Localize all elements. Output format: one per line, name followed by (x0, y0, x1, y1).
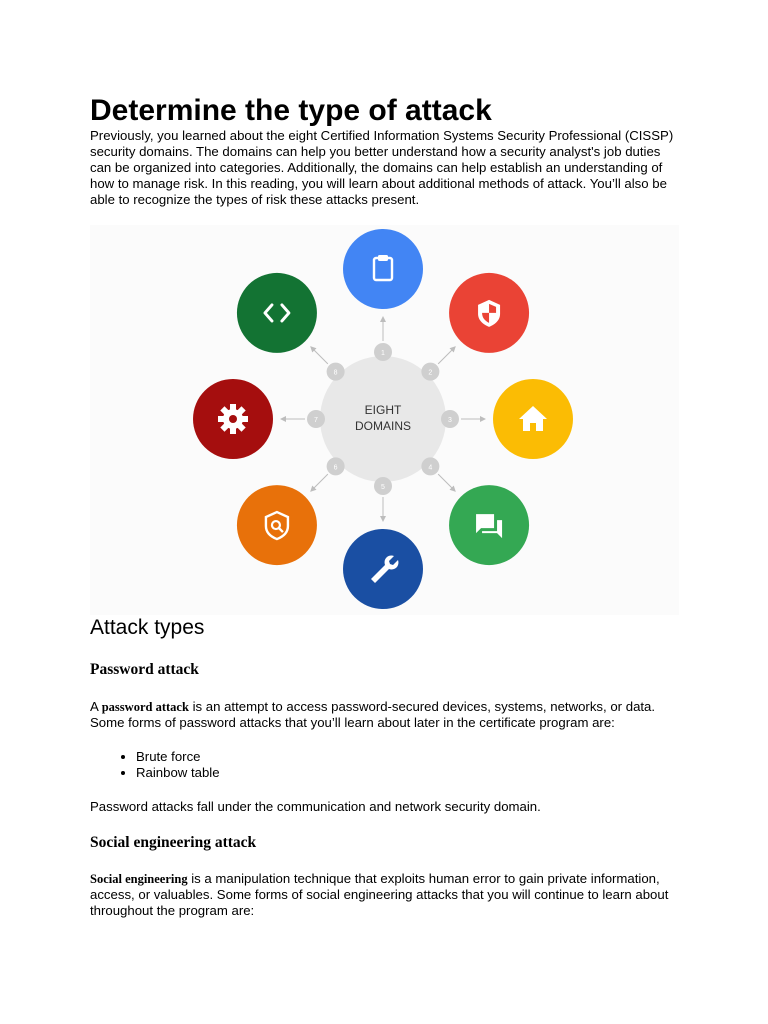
list-item: • Brute force (136, 749, 690, 765)
domain-number-label: 6 (333, 464, 338, 472)
domain-number-label: 5 (381, 484, 385, 491)
page-title: Determine the type of attack (90, 94, 492, 127)
gear-icon (218, 404, 248, 434)
password-prefix: A (90, 699, 102, 714)
connector-arrow (311, 347, 328, 364)
domain-number-label: 3 (448, 417, 452, 424)
social-engineering-term: Social engineering (90, 872, 188, 886)
center-label-line2: DOMAINS (354, 419, 412, 433)
password-closing: Password attacks fall under the communication and network security domain. (90, 799, 541, 814)
password-attack-paragraph (90, 699, 690, 731)
connector-arrow (438, 347, 455, 364)
document-body (90, 94, 680, 208)
list-item: • Rainbow table (136, 765, 690, 781)
domain-number-label: 2 (428, 369, 433, 377)
social-engineering-text: is a manipulation technique that exploits human error to gain private information, access, or valuables. Some forms of social engineering attacks that you will continue to learn about throughout the program are: (90, 871, 669, 918)
eight-domains-diagram (90, 225, 679, 615)
password-attack-list (90, 749, 690, 781)
attack-types-heading: Attack types (90, 616, 205, 639)
connector-arrow (311, 474, 328, 491)
domain-number-label: 4 (428, 464, 433, 472)
domain-circle (237, 485, 317, 565)
domain-number-label: 1 (381, 350, 385, 357)
domain-circle (343, 229, 423, 309)
center-label-line1: EIGHT (364, 403, 402, 417)
connector-arrow (438, 474, 455, 491)
social-engineering-heading: Social engineering attack (90, 834, 257, 851)
social-engineering-section (90, 871, 690, 919)
password-attack-heading: Password attack (90, 661, 199, 678)
domain-number-label: 7 (314, 417, 318, 424)
password-attack-text: is an attempt to access password-secured devices, systems, networks, or data. Some forms of password attacks that you’ll learn about later in the certificate program are: (90, 699, 656, 730)
social-engineering-paragraph (90, 871, 690, 919)
domain-circle (237, 273, 317, 353)
intro-paragraph: Previously, you learned about the eight Certified Information Systems Security Professional (CISSP) security domains. The domains can help you better understand how a security analyst's job duties can be organized into categories. Additionally, the domains can help establish an understanding of how to manage risk. In this reading, you will learn about additional methods of attack. You’ll also be able to recognize the types of risk these attacks present. (90, 128, 674, 207)
domain-number-label: 8 (333, 369, 338, 377)
password-attack-term: password attack (101, 700, 189, 714)
password-attack-section (90, 699, 690, 815)
diagram-svg (90, 225, 679, 615)
